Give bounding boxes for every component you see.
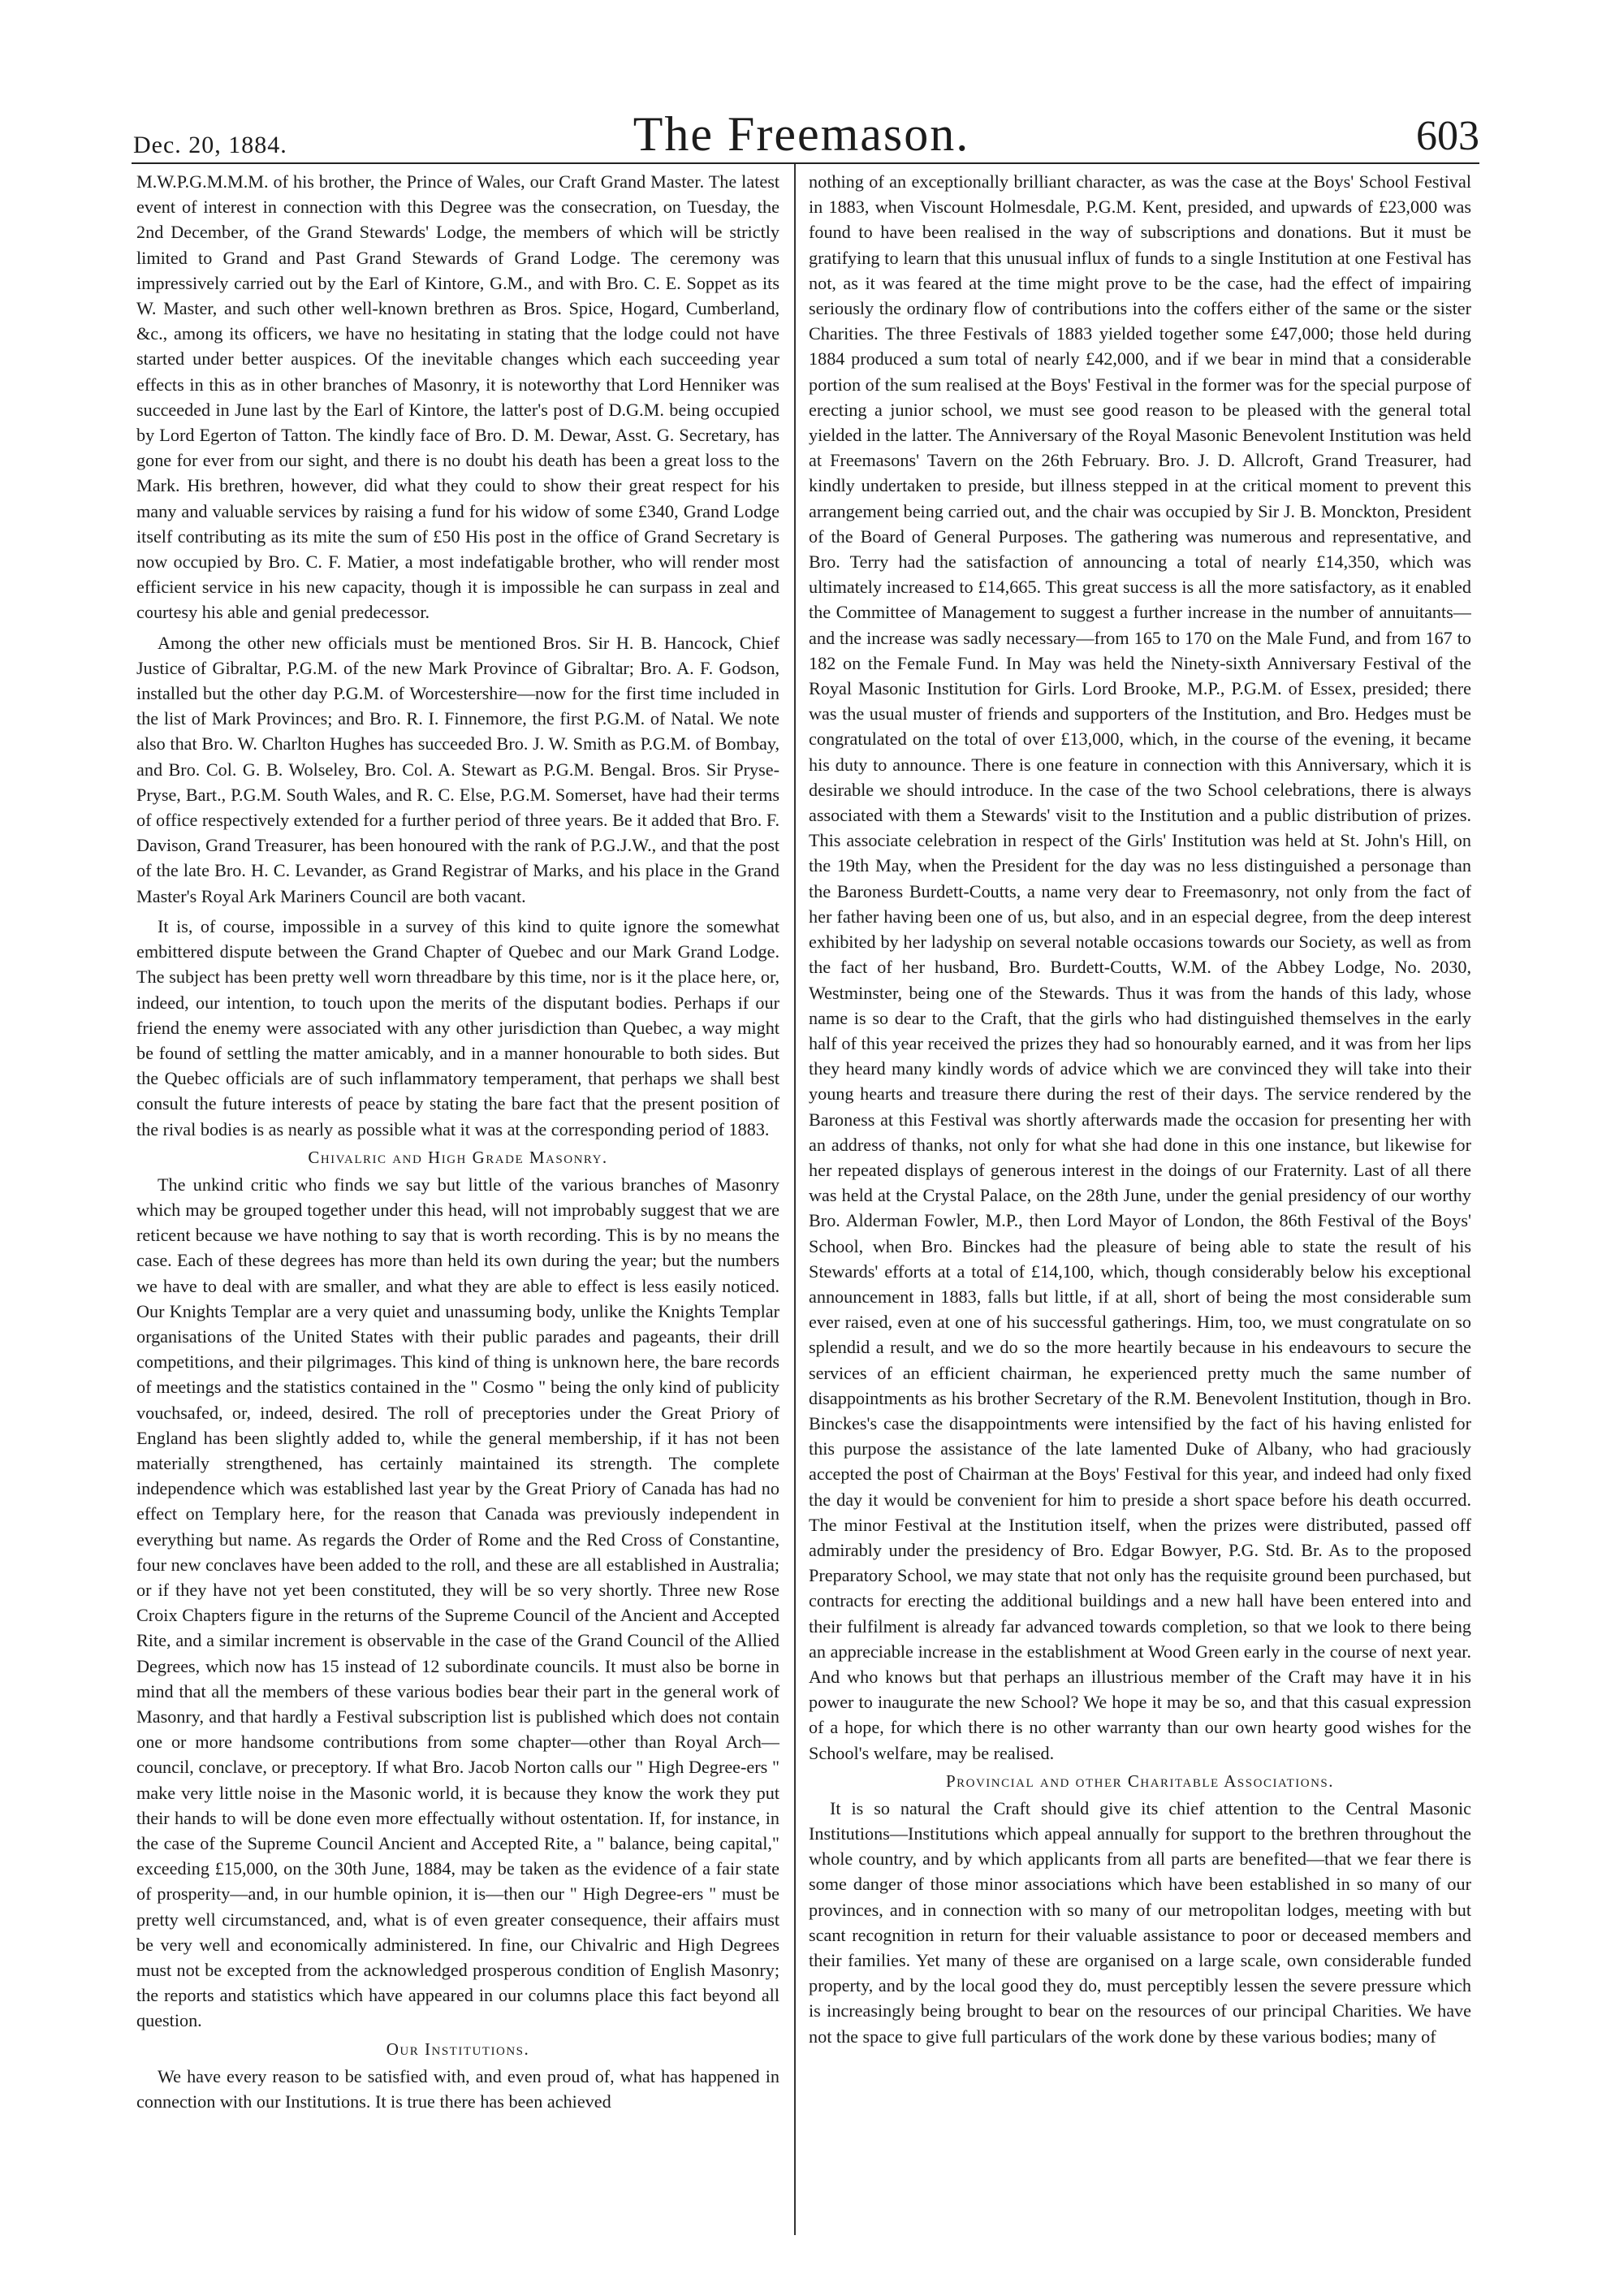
section-heading-chivalric: Chivalric and High Grade Masonry. [308,1147,608,1167]
masthead [123,107,1479,161]
left-paragraph-5: We have every reason to be satisfied with, and even proud of, what has happened in connection with our Institutions. It is true there has been achieved [136,2065,779,2112]
left-paragraph-4: The unkind critic who finds we say but little of the various branches of Masonry which may be grouped together under this head, will not improbably suggest that we are reticent because we have nothing to say that is worth recording. This is by no means the case. Each of these degrees has more than held its own during the year; but the numbers we have to deal with are smaller, and what they are able to effect is less easily noticed. Our Knights Templar are a very quiet and unassuming body, unlike the Knights Templar organisations of the United States with their public parades and pageants, their drill competitions, and their pilgrimages. This kind of thing is unknown here, the bare records of meetings and the statistics contained in the " Cosmo " being the only kind of publicity vouchsafed, or, indeed, desired. The roll of preceptories under the Great Priory of England has been slightly added to, while the general membership, if it has not been materially strengthened, has certainly maintained its strength. The complete independence which was established last year by the Great Priory of Canada has had no effect on Templary here, for the reason that Canada was previously independent in everything but name. As regards the Order of Rome and the Red Cross of Constantine, four new conclaves have been added to the roll, and these are all established in Australia; or if they have not yet been constituted, they will be so very shortly. Three new Rose Croix Chapters figure in the returns of the Supreme Council of the Ancient and Accepted Rite, and a similar increment is observable in the case of the Grand Council of the Allied Degrees, which now has 15 instead of 12 subordinate councils. It must also be borne in mind that all the members of these various bodies bear their part in the general work of Masonry, and that hardly a Festival subscription list is published which does not contain one or more handsome contributions from some chapter—other than Royal Arch—council, conclave, or preceptory. If what Bro. Jacob Norton calls our " High Degree-ers " make very little noise in the Masonic world, it is because they know the work they put their hands to will be done even more effectually without ostentation. If, for instance, in the case of the Supreme Council Ancient and Accepted Rite, a " balance, being capital," exceeding £15,000, on the 30th June, 1884, may be taken as the evidence of a fair state of prosperity—and, in our humble opinion, it is—then our " High Degree-ers " must be pretty well circumstanced, and, what is of even greater consequence, their affairs must be very well and economically administered. In fine, our Chivalric and High Degrees must not be excepted from the acknowledged prosperous condition of English Masonry; the reports and statistics which have appeared in our columns place this fact beyond all question. [136,1174,779,2031]
left-paragraph-3: It is, of course, impossible in a survey of this kind to quite ignore the somewhat embittered dispute between the Grand Chapter of Quebec and our Mark Grand Lodge. The subject has been pretty well worn threadbare by this time, nor is it the place here, or, indeed, our intention, to touch upon the merits of the disputant bodies. Perhaps if our friend the enemy were associated with any other jurisdiction than Quebec, a way might be found of settling the matter amicably, and in a manner honourable to both sides. But the Quebec officials are of such inflammatory temperament, that perhaps we shall best consult the future interests of peace by stating the bare fact that the present position of the rival bodies is as nearly as possible what it was at the corresponding period of 1883. [136,915,779,1139]
section-heading-provincial: Provincial and other Charitable Associations. [945,1771,1335,1791]
issue-date: Dec. 20, 1884. [133,132,287,158]
publication-title: The Freemason. [633,107,970,161]
column-divider [794,164,796,2235]
right-column [809,169,1471,2240]
page-number: 603 [1416,113,1479,159]
left-paragraph-2: Among the other new officials must be mentioned Bros. Sir H. B. Hancock, Chief Justice of Gibraltar, P.G.M. of the new Mark Province of Gibraltar; Bro. A. F. Godson, installed but the other day P.G.M. of Worcestershire—now for the first time included in the list of Mark Provinces; and Bro. R. I. Finnemore, the first P.G.M. of Natal. We note also that Bro. W. Charlton Hughes has succeeded Bro. J. W. Smith as P.G.M. of Bombay, and Bro. Col. G. B. Wolseley, Bro. Col. A. Stewart as P.G.M. Bengal. Bros. Sir Pryse-Pryse, Bart., P.G.M. South Wales, and R. C. Else, P.G.M. Somerset, have had their terms of office respectively extended for a further period of three years. Be it added that Bro. F. Davison, Grand Treasurer, has been honoured with the rank of P.G.J.W., and that the post of the late Bro. H. C. Levander, as Grand Registrar of Marks, and his place in the Grand Master's Royal Ark Mariners Council are both vacant. [136,632,779,906]
left-paragraph-1: M.W.P.G.M.M.M. of his brother, the Prince of Wales, our Craft Grand Master. The latest event of interest in connection with this Degree was the consecration, on Tuesday, the 2nd December, of the Grand Stewards' Lodge, the members of which will be strictly limited to Grand and Past Grand Stewards of Grand Lodge. The ceremony was impressively carried out by the Earl of Kintore, G.M., and with Bro. C. E. Soppet as its W. Master, and such other well-known brethren as Bros. Spice, Hogard, Cumberland, &c., among its officers, we have no hesitating in stating that the lodge could not have started under better auspices. Of the inevitable changes which each succeeding year effects in this as in other branches of Masonry, it is noteworthy that Lord Henniker was succeeded in June last by the Earl of Kintore, the latter's post of D.G.M. being occupied by Lord Egerton of Tatton. The kindly face of Bro. D. M. Dewar, Asst. G. Secretary, has gone for ever from our sight, and there is no doubt his death has been a great loss to the Mark. His brethren, however, did what they could to show their great respect for his many and valuable services by raising a fund for his widow of some £340, Grand Lodge itself contributing as its mite the sum of £50 His post in the office of Grand Secretary is now occupied by Bro. C. F. Matier, a most indefatigable brother, who will render most efficient service in his new capacity, though it is impossible he can surpass in zeal and courtesy his able and genial predecessor. [136,171,779,623]
right-paragraph-2: It is so natural the Craft should give its chief attention to the Central Masonic Institutions—Institutions which appeal annually for support to the brethren throughout the whole country, and by which applicants from all parts are benefited—that we fear there is some danger of those minor associations which have been established in so many of our provinces, and in connection with so many of our metropolitan lodges, meeting with but scant recognition in return for their valuable assistance to poor or deceased members and their families. Yet many of these are organised on a large scale, own considerable funded property, and by the local good they do, must perceptibly lessen the severe pressure which is increasingly being brought to bear on the resources of our principal Charities. We have not the space to give full particulars of the work done by these various bodies; many of [809,1797,1471,2047]
left-column [136,169,779,2240]
section-heading-institutions: Our Institutions. [386,2039,530,2059]
right-paragraph-1: nothing of an exceptionally brilliant character, as was the case at the Boys' School Festival in 1883, when Viscount Holmesdale, P.G.M. Kent, presided, and upwards of £23,000 was found to have been realised in the way of subscriptions and donations. But it must be gratifying to learn that this unusual influx of funds to a single Institution at one Festival has not, as it was feared at the time might prove to be the case, had the effect of impairing seriously the ordinary flow of contributions into the coffers either of the same or the sister Charities. The three Festivals of 1883 yielded together some £47,000; those held during 1884 produced a sum total of nearly £42,000, and if we bear in mind that a considerable portion of the sum realised at the Boys' Festival in the former was for the special purpose of erecting a junior school, we must see good reason to be pleased with the general total yielded in the latter. The Anniversary of the Royal Masonic Benevolent Institution was held at Freemasons' Tavern on the 26th February. Bro. J. D. Allcroft, Grand Treasurer, had kindly undertaken to preside, but illness stepped in at the critical moment to prevent this arrangement being carried out, and the chair was occupied by Sir J. B. Monckton, President of the Board of General Purposes. The gathering was numerous and representative, and Bro. Terry had the satisfaction of announcing a total of nearly £14,350, which was ultimately increased to £14,665. This great success is all the more satisfactory, as it enabled the Committee of Management to suggest a further increase in the number of annuitants—and the increase was sadly necessary—from 165 to 170 on the Male Fund, and from 167 to 182 on the Female Fund. In May was held the Ninety-sixth Anniversary Festival of the Royal Masonic Institution for Girls. Lord Brooke, M.P., P.G.M. of Essex, presided; there was the usual muster of friends and supporters of the Institution, and Bro. Hedges must be congratulated on the total of over £13,000, which, in the course of the evening, it became his duty to announce. There is one feature in connection with this Anniversary, which it is desirable we should introduce. In the case of the two School celebrations, there is always associated with them a Stewards' visit to the Institution and a public distribution of prizes. This associate celebration in respect of the Girls' Institution was held at St. John's Hill, on the 19th May, when the President for the day was no less distinguished a personage than the Baroness Burdett-Coutts, a name very dear to Freemasonry, not only from the fact of her father having been one of us, but also, and in an especial degree, from the deep interest exhibited by her ladyship on several notable occasions towards our Society, as well as from the fact of her husband, Bro. Burdett-Coutts, W.M. of the Abbey Lodge, No. 2030, Westminster, being one of the Stewards. Thus it was from the hands of this lady, whose name is so dear to the Craft, that the girls who had distinguished themselves in the early half of this year received the prizes they had so honourably earned, and it was from her lips they heard many kindly words of advice which we are convinced they will take into their young hearts and treasure there during the rest of their days. The service rendered by the Baroness at this Festival was shortly afterwards made the occasion for presenting her with an address of thanks, not only for what she had done in this one instance, but likewise for her repeated displays of generous interest in the doings of our Fraternity. Last of all there was held at the Crystal Palace, on the 28th June, under the genial presidency of our worthy Bro. Alderman Fowler, M.P., then Lord Mayor of London, the 86th Festival of the Boys' School, when Bro. Binckes had the pleasure of being able to state the result of his Stewards' efforts at a total of £14,100, which, though considerably below his exceptional announcement in 1883, falls but little, if at all, short of being the most considerable sum ever raised, even at one of his successful gatherings. Him, too, we must congratulate on so splendid a result, and we do so the more heartily because in his endeavours to secure the services of an efficient chairman, he experienced pretty much the same number of disappointments as his brother Secretary of the R.M. Benevolent Institution, though in Bro. Binckes's case the disappointments were intensified by the fact of his having enlisted for this purpose the assistance of the late lamented Duke of Albany, who had graciously accepted the post of Chairman at the Boys' Festival for this year, and indeed had only fixed the day it would be convenient for him to preside a short space before his death occurred. The minor Festival at the Institution itself, when the prizes were distributed, passed off admirably under the presidency of Bro. Edgar Bowyer, P.G. Std. Br. As to the proposed Preparatory School, we may state that not only has the requisite ground been purchased, but contracts for erecting the additional buildings and a new hall have been entered into and their fulfilment is already far advanced towards completion, so that we look to there being an appreciable increase in the establishment at Wood Green early in the course of next year. And who knows but that perhaps an illustrious member of the Craft may have it in his power to inaugurate the new School? We hope it may be so, and that this casual expression of a hope, for which there is no other warranty than our own hearty good wishes for the School's welfare, may be realised. [809,171,1471,1763]
header-rule [132,162,1479,164]
